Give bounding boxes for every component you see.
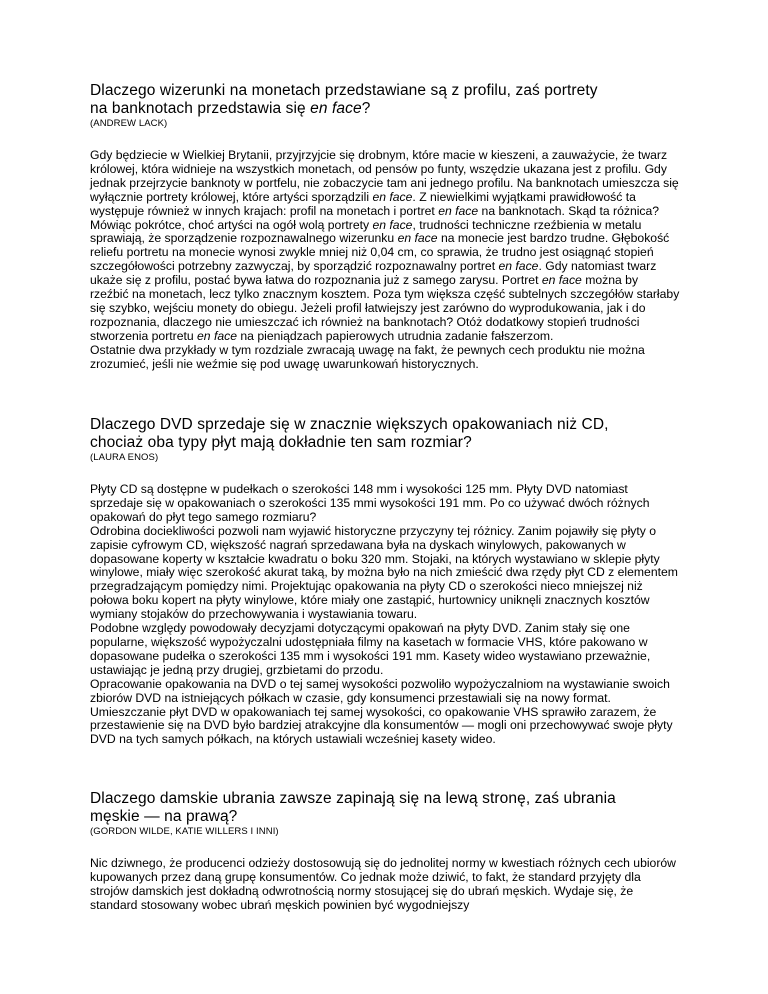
paragraph: Mówiąc pokrótce, choć artyści na ogół wolą portrety en face, trudności techniczne rzeźbienia w metalu sprawiają, że sporządzenie rozpoznawalnego wizerunku en face na monecie jest bardzo trudne. Głębokość reliefu portretu na monecie wynosi zwykle mniej niż 0,04 cm, co sprawia, że trudno jest osiągnąć stopień szczegółowości potrzebny zazwyczaj, by sporządzić rozpoznawalny portret en face. Gdy natomiast twarz ukaże się z profilu, postać bywa łatwa do rozpoznania już z samego zarysu. Portret en face można by rzeźbić na monetach, lecz tylko znacznym kosztem. Poza tym większa część subtelnych szczegółów starłaby się szybko, wejściu monety do obiegu. Jeżeli profil łatwiejszy jest zarówno do wyprodukowania, jak i do rozpoznania, dlaczego nie umieszczać ich również na banknotach? Otóż dodatkowy stopień trudności stworzenia portretu en face na pieniądzach papierowych utrudnia zadanie fałszerzom. [90, 217, 680, 343]
paragraph: Płyty CD są dostępne w pudełkach o szerokości 148 mm i wysokości 125 mm. Płyty DVD natomiast sprzedaje się w opakowaniach o szerokości 135 mmi wysokości 191 mm. Po co używać dwóch różnych opakowań do płyt tego samego rozmiaru? [90, 482, 650, 524]
paragraph: Ostatnie dwa przykłady w tym rozdziale zwracają uwagę na fakt, że pewnych cech produktu nie można zrozumieć, jeśli nie weźmie się pod uwagę uwarunkowań historycznych. [90, 342, 645, 371]
paragraph: Podobne względy powodowały decyzjami dotyczącymi opakowań na płyty DVD. Zanim stały się one popularne, większość wypożyczalni udostępniała filmy na kasetach w formacie VHS, które pakowano w dopasowane pudełka o szerokości 135 mm i wysokości 191 mm. Kasety wideo wystawiano przeważnie, ustawiając je jedną przy drugiej, grzbietami do przodu. [90, 621, 651, 677]
question-title: Dlaczego DVD sprzedaje się w znacznie większych opakowaniach niż CD, chociaż oba typy płyt mają dokładnie ten sam rozmiar? [90, 416, 609, 451]
answer-body [90, 483, 680, 747]
question-section-coins [90, 82, 680, 372]
paragraph: Opracowanie opakowania na DVD o tej samej wysokości pozwoliło wypożyczalniom na wystawianie swoich zbiorów DVD na istniejących półkach w czasie, gdy konsumenci przestawiali się na nowy format. Umieszczanie płyt DVD w opakowaniach tej samej wysokości, co opakowanie VHS sprawiło zarazem, że przestawienie się na DVD było bardziej atrakcyjne dla konsumentów — mogli oni przechowywać swoje płyty DVD na tych samych półkach, na których ustawiali wcześniej kasety wideo. [90, 676, 673, 747]
paragraph: Nic dziwnego, że producenci odzieży dostosowują się do jednolitej normy w kwestiach różnych cech ubiorów kupowanych przez daną grupę konsumentów. Co jednak może dziwić, to fakt, że standard przyjęty dla strojów damskich jest dokładną odwrotnością normy stosującej się do ubrań męskich. Wydaje się, że standard stosowany wobec ubrań męskich powinien być wygodniejszy [90, 856, 676, 912]
question-author: (GORDON WILDE, KATIE WILLERS I INNI) [90, 826, 279, 837]
question-author: (ANDREW LACK) [90, 118, 168, 129]
question-section-clothing [90, 790, 680, 913]
answer-body [90, 149, 680, 372]
question-title: Dlaczego damskie ubrania zawsze zapinają się na lewą stronę, zaś ubrania męskie — na prawą? [90, 790, 616, 825]
paragraph: Gdy będziecie w Wielkiej Brytanii, przyjrzyjcie się drobnym, które macie w kieszeni, a zauważycie, że twarz królowej, która widnieje na wszystkich monetach, od pensów po funty, wszędzie ukazana jest z profilu. Gdy jednak przejrzycie banknoty w portfelu, nie zobaczycie tam ani jednego profilu. Na banknotach umieszcza się wyłącznie portrety królowej, które artyści sporządzili en face. Z niewielkimi wyjątkami prawidłowość ta występuje również w innych krajach: profil na monetach i portret en face na banknotach. Skąd ta różnica? [90, 148, 679, 218]
answer-body [90, 857, 680, 913]
question-author: (LAURA ENOS) [90, 452, 159, 463]
paragraph: Odrobina dociekliwości pozwoli nam wyjawić historyczne przyczyny tej różnicy. Zanim pojawiły się płyty o zapisie cyfrowym CD, większość nagrań sprzedawana była na dyskach winylowych, pakowanych w dopasowane koperty w kształcie kwadratu o boku 320 mm. Stojaki, na których wystawiano w sklepie płyty winylowe, miały więc szerokość akurat taką, by można było na nich zmieścić dwa rzędy płyt CD z elementem przegradzającym pomiędzy nimi. Projektując opakowania na płyty CD o szerokości nieco mniejszej niż połowa boku kopert na płyty winylowe, które miały one zastąpić, hurtownicy uniknęli znacznych kosztów wymiany stojaków do przechowywania i wystawiania towaru. [90, 523, 678, 622]
question-section-dvd [90, 416, 680, 747]
question-title: Dlaczego wizerunki na monetach przedstawiane są z profilu, zaś portrety na banknotach przedstawia się en face? [90, 82, 598, 117]
